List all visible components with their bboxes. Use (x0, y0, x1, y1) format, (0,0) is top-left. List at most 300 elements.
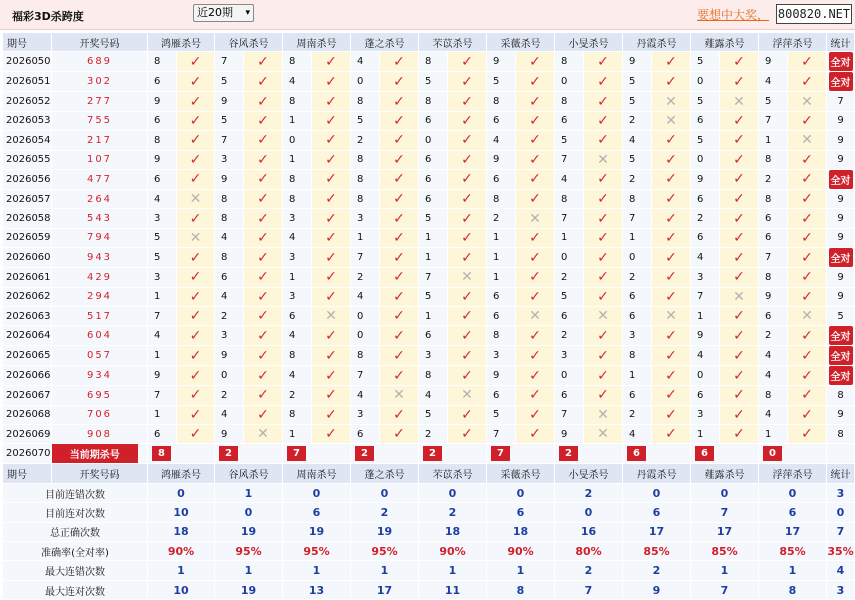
check-icon: ✓ (380, 248, 419, 268)
current-kill-cell (351, 444, 419, 464)
stats-value: 1 (148, 561, 215, 580)
check-icon: ✓ (448, 326, 487, 346)
count-value: 8 (837, 428, 844, 440)
check-icon: ✓ (720, 72, 759, 92)
check-icon: ✓ (448, 92, 487, 111)
stats-value: 90% (419, 542, 487, 561)
count-cell (827, 189, 855, 208)
cross-icon: ✕ (788, 131, 827, 150)
expert-header: 谷风杀号 (215, 33, 283, 52)
kill-number: 5 (623, 72, 652, 92)
table-row (3, 52, 855, 72)
kill-number: 0 (555, 248, 584, 268)
check-icon: ✓ (516, 268, 555, 287)
stats-value: 19 (283, 522, 351, 541)
count-cell (827, 326, 855, 346)
draw-number: 277 (52, 92, 148, 111)
kill-number: 7 (351, 366, 380, 386)
check-icon: ✓ (584, 131, 623, 150)
kill-number: 8 (283, 52, 312, 72)
kill-number: 4 (623, 131, 652, 150)
stats-value: 2 (419, 503, 487, 522)
kill-number: 8 (623, 346, 652, 366)
check-icon: ✓ (584, 209, 623, 228)
kill-number: 2 (555, 268, 584, 287)
check-icon: ✓ (312, 405, 351, 424)
check-icon: ✓ (788, 248, 827, 268)
check-icon: ✓ (177, 268, 215, 287)
stats-value: 17 (759, 522, 827, 541)
kill-number: 5 (691, 92, 720, 111)
draw-number: 217 (52, 131, 148, 150)
kill-number: 8 (419, 92, 448, 111)
kill-number: 1 (487, 248, 516, 268)
draw-number: 264 (52, 189, 148, 208)
kill-number: 8 (351, 150, 380, 169)
kill-number: 8 (148, 52, 177, 72)
kill-number: 6 (148, 111, 177, 130)
stats-label: 目前连错次数 (3, 483, 148, 502)
stats-row (3, 561, 855, 580)
stats-value: 90% (148, 542, 215, 561)
kill-number: 1 (759, 425, 788, 444)
kill-number: 1 (487, 228, 516, 247)
check-icon: ✓ (788, 189, 827, 208)
check-icon: ✓ (312, 169, 351, 189)
count-value: 9 (837, 134, 844, 146)
check-icon: ✓ (244, 150, 283, 169)
kill-number: 4 (351, 287, 380, 306)
check-icon: ✓ (652, 425, 691, 444)
check-icon: ✓ (244, 228, 283, 247)
check-icon: ✓ (448, 306, 487, 325)
stats-value: 7 (555, 580, 623, 599)
check-icon: ✓ (516, 228, 555, 247)
stats-label: 最大连对次数 (3, 580, 148, 599)
kill-number: 5 (759, 92, 788, 111)
kill-number: 1 (623, 228, 652, 247)
kill-number: 4 (283, 326, 312, 346)
all-correct-badge: 全对 (829, 248, 853, 267)
check-icon: ✓ (312, 209, 351, 228)
stats-value: 95% (215, 542, 283, 561)
draw-number: 755 (52, 111, 148, 130)
check-icon: ✓ (380, 150, 419, 169)
check-icon: ✓ (244, 189, 283, 208)
check-icon: ✓ (720, 326, 759, 346)
kill-number: 6 (487, 111, 516, 130)
count-cell (827, 425, 855, 444)
kill-number: 9 (215, 346, 244, 366)
count-cell (827, 405, 855, 424)
kill-number: 9 (623, 52, 652, 72)
stats-value: 17 (623, 522, 691, 541)
current-kill-badge: 6 (627, 446, 646, 461)
kill-number: 6 (555, 386, 584, 405)
check-icon: ✓ (448, 209, 487, 228)
kill-number: 7 (148, 306, 177, 325)
kill-number: 8 (487, 326, 516, 346)
check-icon: ✓ (652, 287, 691, 306)
kill-number: 1 (148, 346, 177, 366)
issue-cell: 2026052 (3, 92, 52, 111)
kill-number: 9 (759, 287, 788, 306)
check-icon: ✓ (720, 189, 759, 208)
kill-number: 2 (351, 131, 380, 150)
stats-value: 6 (283, 503, 351, 522)
kill-number: 1 (555, 228, 584, 247)
kill-number: 8 (623, 189, 652, 208)
issue-cell: 2026050 (3, 52, 52, 72)
count-cell (827, 248, 855, 268)
table-row (3, 111, 855, 130)
kill-number: 2 (623, 268, 652, 287)
kill-number: 6 (759, 306, 788, 325)
kill-number: 3 (555, 346, 584, 366)
check-icon: ✓ (312, 346, 351, 366)
cross-icon: ✕ (720, 287, 759, 306)
stats-label: 最大连错次数 (3, 561, 148, 580)
check-icon: ✓ (788, 386, 827, 405)
check-icon: ✓ (788, 72, 827, 92)
check-icon: ✓ (516, 92, 555, 111)
check-icon: ✓ (788, 268, 827, 287)
check-icon: ✓ (448, 169, 487, 189)
kill-number: 1 (419, 228, 448, 247)
check-icon: ✓ (244, 209, 283, 228)
stats-count: 3 (827, 580, 855, 599)
kill-number: 8 (148, 131, 177, 150)
kill-number: 8 (419, 52, 448, 72)
issue-cell: 2026060 (3, 248, 52, 268)
draw-number: 908 (52, 425, 148, 444)
stats-value: 19 (351, 522, 419, 541)
check-icon: ✓ (380, 189, 419, 208)
count-cell (827, 52, 855, 72)
kill-number: 5 (623, 92, 652, 111)
current-period-row (3, 444, 855, 464)
kill-number: 7 (555, 405, 584, 424)
kill-number: 5 (419, 287, 448, 306)
check-icon: ✓ (516, 386, 555, 405)
check-icon: ✓ (720, 131, 759, 150)
kill-number: 6 (148, 72, 177, 92)
stats-value: 11 (419, 580, 487, 599)
count-cell (827, 268, 855, 287)
check-icon: ✓ (720, 52, 759, 72)
table-row (3, 268, 855, 287)
count-cell (827, 169, 855, 189)
check-icon: ✓ (312, 248, 351, 268)
kill-number: 4 (691, 248, 720, 268)
stats-value: 1 (759, 561, 827, 580)
check-icon: ✓ (584, 111, 623, 130)
draw-number: 477 (52, 169, 148, 189)
stats-value: 2 (623, 561, 691, 580)
check-icon: ✓ (652, 169, 691, 189)
kill-number: 6 (419, 111, 448, 130)
issue-cell: 2026069 (3, 425, 52, 444)
stats-value: 1 (283, 561, 351, 580)
stats-value: 0 (623, 483, 691, 502)
kill-number: 0 (691, 150, 720, 169)
check-icon: ✓ (584, 268, 623, 287)
count-cell (827, 209, 855, 228)
kill-number: 2 (215, 306, 244, 325)
current-kill-cell (555, 444, 623, 464)
check-icon: ✓ (720, 150, 759, 169)
kill-number: 4 (555, 169, 584, 189)
stats-value: 1 (215, 561, 283, 580)
kill-number: 4 (623, 425, 652, 444)
check-icon: ✓ (312, 92, 351, 111)
kill-number: 8 (555, 189, 584, 208)
stats-value: 95% (283, 542, 351, 561)
kill-number: 9 (215, 169, 244, 189)
check-icon: ✓ (177, 405, 215, 424)
kill-number: 6 (623, 306, 652, 325)
issue-cell: 2026057 (3, 189, 52, 208)
stats-row (3, 542, 855, 561)
expert-header: 鸿雁杀号 (148, 464, 215, 483)
expert-header: 薤露杀号 (691, 33, 759, 52)
issue-cell: 2026063 (3, 306, 52, 325)
check-icon: ✓ (380, 52, 419, 72)
check-icon: ✓ (380, 346, 419, 366)
check-icon: ✓ (380, 111, 419, 130)
check-icon: ✓ (584, 326, 623, 346)
stats-value: 0 (148, 483, 215, 502)
check-icon: ✓ (720, 248, 759, 268)
expert-header: 浮萍杀号 (759, 33, 827, 52)
check-icon: ✓ (244, 405, 283, 424)
draw-number: 794 (52, 228, 148, 247)
kill-number: 8 (283, 346, 312, 366)
draw-number: 302 (52, 72, 148, 92)
issue-cell: 2026065 (3, 346, 52, 366)
check-icon: ✓ (177, 326, 215, 346)
check-icon: ✓ (177, 150, 215, 169)
stats-value: 0 (555, 503, 623, 522)
check-icon: ✓ (788, 425, 827, 444)
stats-value: 7 (691, 580, 759, 599)
kill-number: 3 (283, 248, 312, 268)
kill-number: 2 (487, 209, 516, 228)
count-cell (827, 228, 855, 247)
table-row (3, 366, 855, 386)
kill-number: 1 (283, 425, 312, 444)
count-value: 9 (837, 409, 844, 421)
issue-header: 期号 (3, 33, 52, 52)
kill-number: 6 (148, 169, 177, 189)
stats-row (3, 580, 855, 599)
check-icon: ✓ (788, 209, 827, 228)
check-icon: ✓ (177, 386, 215, 405)
current-kill-cell (215, 444, 283, 464)
current-period-label: 当前期杀号 (52, 444, 138, 463)
draw-number: 517 (52, 306, 148, 325)
count-cell (827, 92, 855, 111)
kill-number: 3 (148, 209, 177, 228)
check-icon: ✓ (652, 268, 691, 287)
kill-number: 0 (555, 72, 584, 92)
kill-number: 8 (351, 346, 380, 366)
check-icon: ✓ (380, 306, 419, 325)
expert-header: 薤露杀号 (691, 464, 759, 483)
count-value: 9 (837, 271, 844, 283)
kill-number: 0 (283, 131, 312, 150)
current-kill-badge: 0 (763, 446, 782, 461)
check-icon: ✓ (516, 189, 555, 208)
stats-count: 0 (827, 503, 855, 522)
check-icon: ✓ (312, 425, 351, 444)
check-icon: ✓ (177, 52, 215, 72)
kill-number: 0 (623, 248, 652, 268)
check-icon: ✓ (788, 346, 827, 366)
stats-row (3, 503, 855, 522)
kill-number: 5 (148, 248, 177, 268)
cross-icon: ✕ (448, 268, 487, 287)
stats-value: 17 (691, 522, 759, 541)
current-kill-cell (487, 444, 555, 464)
current-label-cell (52, 444, 148, 464)
check-icon: ✓ (380, 92, 419, 111)
cross-icon: ✕ (720, 92, 759, 111)
stats-value: 18 (419, 522, 487, 541)
current-kill-cell (623, 444, 691, 464)
kill-number: 3 (623, 326, 652, 346)
cross-icon: ✕ (177, 228, 215, 247)
stats-value: 1 (351, 561, 419, 580)
current-kill-cell (283, 444, 351, 464)
check-icon: ✓ (312, 326, 351, 346)
check-icon: ✓ (244, 346, 283, 366)
count-value: 9 (837, 213, 844, 225)
check-icon: ✓ (312, 189, 351, 208)
stats-value: 2 (555, 561, 623, 580)
stats-value: 0 (215, 503, 283, 522)
all-correct-badge: 全对 (829, 326, 853, 345)
kill-number: 5 (419, 209, 448, 228)
stats-label: 总正确次数 (3, 522, 148, 541)
check-icon: ✓ (516, 346, 555, 366)
cross-icon: ✕ (584, 150, 623, 169)
kill-number: 9 (487, 366, 516, 386)
stats-value: 9 (623, 580, 691, 599)
check-icon: ✓ (788, 326, 827, 346)
count-header: 统计 (827, 464, 855, 483)
kill-number: 8 (555, 92, 584, 111)
kill-number: 5 (555, 131, 584, 150)
draw-number: 695 (52, 386, 148, 405)
kill-number: 9 (215, 92, 244, 111)
check-icon: ✓ (448, 366, 487, 386)
stats-value: 10 (148, 580, 215, 599)
kill-number: 8 (215, 248, 244, 268)
kill-number: 8 (487, 92, 516, 111)
cross-icon: ✕ (584, 405, 623, 424)
current-kill-badge: 6 (695, 446, 714, 461)
check-icon: ✓ (244, 111, 283, 130)
kill-number: 0 (419, 131, 448, 150)
promo-link[interactable]: 要想中大奖， (697, 8, 770, 22)
draw-number: 107 (52, 150, 148, 169)
check-icon: ✓ (244, 131, 283, 150)
kill-number: 8 (419, 366, 448, 386)
check-icon: ✓ (788, 287, 827, 306)
expert-header: 谷风杀号 (215, 464, 283, 483)
kill-number: 6 (283, 306, 312, 325)
issue-cell: 2026055 (3, 150, 52, 169)
table-row (3, 386, 855, 405)
kill-number: 6 (759, 228, 788, 247)
count-cell (827, 287, 855, 306)
kill-number: 1 (487, 268, 516, 287)
check-icon: ✓ (516, 52, 555, 72)
kill-number: 4 (148, 189, 177, 208)
count-cell (827, 306, 855, 325)
draw-number: 934 (52, 366, 148, 386)
check-icon: ✓ (516, 131, 555, 150)
all-correct-badge: 全对 (829, 170, 853, 189)
kill-number: 5 (148, 228, 177, 247)
stats-value: 80% (555, 542, 623, 561)
kill-number: 8 (351, 169, 380, 189)
kill-number: 3 (283, 209, 312, 228)
stats-value: 2 (351, 503, 419, 522)
check-icon: ✓ (516, 72, 555, 92)
current-kill-badge: 2 (355, 446, 374, 461)
kill-number: 3 (351, 209, 380, 228)
current-kill-badge: 2 (219, 446, 238, 461)
expert-header: 蓬之杀号 (351, 33, 419, 52)
check-icon: ✓ (516, 111, 555, 130)
cross-icon: ✕ (652, 111, 691, 130)
stats-value: 85% (691, 542, 759, 561)
stats-count: 35% (827, 542, 855, 561)
kill-number: 9 (148, 366, 177, 386)
kill-number: 1 (148, 287, 177, 306)
stats-value: 19 (215, 522, 283, 541)
kill-number: 9 (691, 169, 720, 189)
kill-number: 1 (148, 405, 177, 424)
stats-value: 6 (759, 503, 827, 522)
kill-number: 1 (691, 306, 720, 325)
stats-row (3, 522, 855, 541)
draw-number: 706 (52, 405, 148, 424)
check-icon: ✓ (244, 248, 283, 268)
stats-count: 7 (827, 522, 855, 541)
table-row (3, 306, 855, 325)
check-icon: ✓ (380, 72, 419, 92)
draw-number: 604 (52, 326, 148, 346)
current-kill-cell (419, 444, 487, 464)
kill-number: 9 (148, 92, 177, 111)
check-icon: ✓ (177, 72, 215, 92)
current-kill-badge: 8 (152, 446, 171, 461)
kill-number: 2 (283, 386, 312, 405)
check-icon: ✓ (652, 131, 691, 150)
kill-number: 0 (351, 72, 380, 92)
kill-number: 0 (215, 366, 244, 386)
stats-value: 10 (148, 503, 215, 522)
check-icon: ✓ (652, 189, 691, 208)
current-kill-badge: 2 (559, 446, 578, 461)
check-icon: ✓ (244, 92, 283, 111)
kill-number: 8 (487, 189, 516, 208)
period-select[interactable] (193, 4, 254, 22)
kill-number: 6 (487, 306, 516, 325)
